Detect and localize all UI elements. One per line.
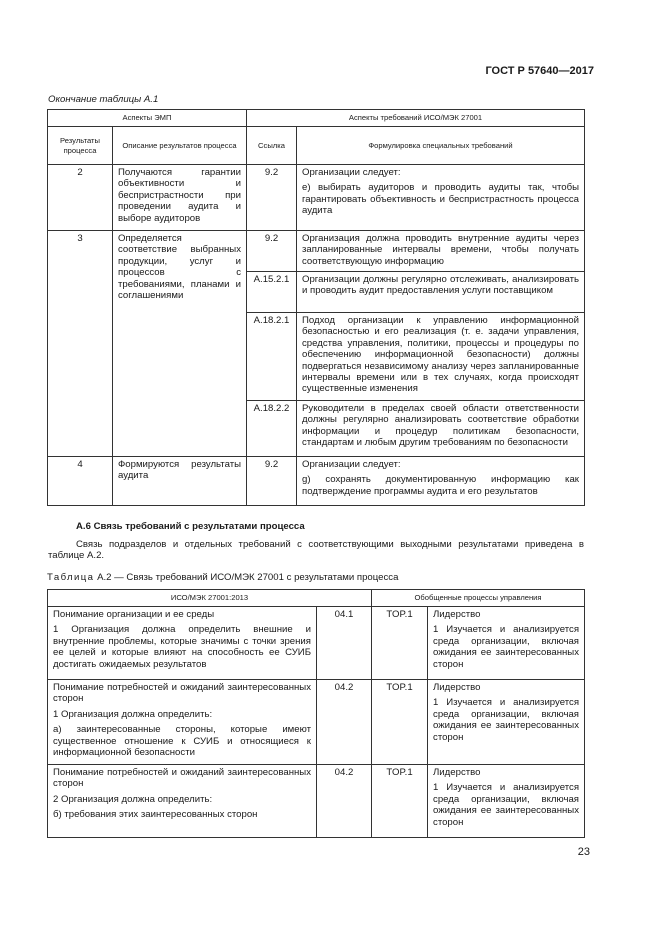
table2-caption xyxy=(47,572,398,583)
result-number: 4 xyxy=(48,457,113,506)
process-id: TOP.1 xyxy=(372,607,428,680)
table-a1 xyxy=(47,109,585,506)
caption-rest: А.2 — Связь требований ИСО/МЭК 27001 с результатами процесса xyxy=(94,572,399,583)
col-header-wording: Формулировка специальных требований xyxy=(297,127,585,165)
table-row xyxy=(48,231,585,272)
standard-header: ГОСТ Р 57640—2017 xyxy=(485,65,594,77)
requirement-ref: А.18.2.2 xyxy=(247,401,297,457)
process-id: TOP.1 xyxy=(372,680,428,765)
table-row xyxy=(48,607,585,680)
outcome-line: Лидерство xyxy=(433,682,481,693)
outcome-line: Лидерство xyxy=(433,767,481,778)
result-number: 3 xyxy=(48,231,113,457)
result-description: Получаются гарантии объективности и беспристрастности при проведении аудита и выборе аудиторов xyxy=(113,165,247,231)
requirement-text xyxy=(297,165,585,231)
requirement-ref: А.18.2.1 xyxy=(247,313,297,401)
clause-number: 04.1 xyxy=(317,607,372,680)
requirement-ref: 9.2 xyxy=(247,165,297,231)
requirement-text xyxy=(48,765,317,838)
result-number: 2 xyxy=(48,165,113,231)
group-header-iso: ИСО/МЭК 27001:2013 xyxy=(48,590,372,607)
table-row xyxy=(48,457,585,506)
group-header-iso: Аспекты требований ИСО/МЭК 27001 xyxy=(247,110,585,127)
requirement-line: Организации следует: xyxy=(302,459,401,470)
table1-caption: Окончание таблицы А.1 xyxy=(48,94,159,105)
requirement-text: Подход организации к управлению информационной безопасностью и его реализация (т. е. задачи управления, средства управления, политики, процессы и процедуры по обеспечению информационной безопасности) должны подвергаться независимому анализу через запланированные интервалы времени или в тех случаях, когда происходят существенные изменения xyxy=(297,313,585,401)
requirement-line: Понимание потребностей и ожиданий заинтересованных сторон xyxy=(53,682,311,705)
outcome-line: Лидерство xyxy=(433,609,481,620)
requirement-text xyxy=(48,680,317,765)
outcome-line: 1 Изучается и анализируется среда организации, включая ожидания ее заинтересованных сторон xyxy=(433,697,580,743)
page-number: 23 xyxy=(577,846,590,858)
requirement-line: б) требования этих заинтересованных сторон xyxy=(53,809,258,821)
table-row xyxy=(48,765,585,838)
process-id: TOP.1 xyxy=(372,765,428,838)
requirement-line: е) выбирать аудиторов и проводить аудиты так, чтобы гарантировать объективность и беспристрастность процесса аудита xyxy=(302,182,579,217)
process-outcome xyxy=(428,607,585,680)
requirement-text xyxy=(297,457,585,506)
group-header-emp: Аспекты ЭМП xyxy=(48,110,247,127)
outcome-line: 1 Изучается и анализируется среда организации, включая ожидания ее заинтересованных сторон xyxy=(433,782,580,828)
caption-label: Таблица xyxy=(47,572,95,583)
requirement-line: 2 Организация должна определить: xyxy=(53,793,213,805)
requirement-line: Организации следует: xyxy=(302,167,401,178)
requirement-line: 1 Организация должна определить внешние и внутренние проблемы, которые значимы с точки зрения ее целей и которые влияют на способность ее СУИБ достигать ожидаемых результатов xyxy=(53,624,311,670)
requirement-ref: А.15.2.1 xyxy=(247,272,297,313)
requirement-text: Организация должна проводить внутренние аудиты через запланированные интервалы времени, чтобы получать соответствующую информацию xyxy=(297,231,585,272)
requirement-line: g) сохранять документированную информацию как подтверждение программы аудита и его результатов xyxy=(302,474,579,497)
requirement-ref: 9.2 xyxy=(247,231,297,272)
table-row xyxy=(48,165,585,231)
process-outcome xyxy=(428,765,585,838)
requirement-line: Понимание потребностей и ожиданий заинтересованных сторон xyxy=(53,767,311,790)
col-header-description: Описание результатов процесса xyxy=(113,127,247,165)
requirement-line: Понимание организации и ее среды xyxy=(53,609,215,620)
requirement-ref: 9.2 xyxy=(247,457,297,506)
col-header-results: Результаты процесса xyxy=(48,127,113,165)
requirement-line: 1 Организация должна определить: xyxy=(53,708,213,720)
requirement-text xyxy=(48,607,317,680)
requirement-text: Организации должны регулярно отслеживать, анализировать и проводить аудит предоставления услуги поставщиком xyxy=(297,272,585,313)
clause-number: 04.2 xyxy=(317,680,372,765)
table-row xyxy=(48,680,585,765)
requirement-line: а) заинтересованные стороны, которые имеют существенное отношение к СУИБ и относящиеся к информационной безопасности xyxy=(53,724,311,759)
col-header-ref: Ссылка xyxy=(247,127,297,165)
section-heading: А.6 Связь требований с результатами процесса xyxy=(76,521,305,532)
requirement-text: Руководители в пределах своей области ответственности должны регулярно анализировать соответствие обработки информации и процедур политикам безопасности, стандартам и любым другим требованиям по безопасности xyxy=(297,401,585,457)
outcome-line: 1 Изучается и анализируется среда организации, включая ожидания ее заинтересованных сторон xyxy=(433,624,580,670)
section-text: Связь подразделов и отдельных требований с соответствующими выходными результатами приведена в таблице А.2. xyxy=(48,539,584,562)
result-description: Формируются результаты аудита xyxy=(113,457,247,506)
group-header-processes: Обобщенные процессы управления xyxy=(372,590,585,607)
table-a2 xyxy=(47,589,585,838)
process-outcome xyxy=(428,680,585,765)
clause-number: 04.2 xyxy=(317,765,372,838)
result-description: Определяется соответствие выбранных продукции, услуг и процессов с требованиями, планами и соглашениями xyxy=(113,231,247,457)
